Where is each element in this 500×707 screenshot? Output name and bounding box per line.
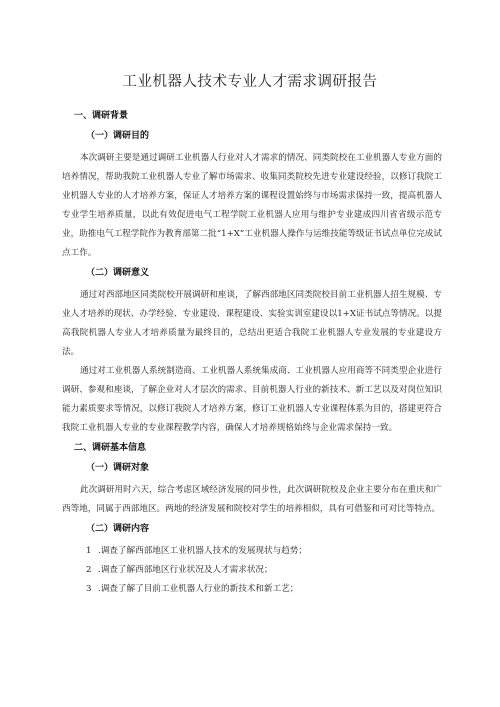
paragraph-subjects: 此次调研用时六天，综合考虑区域经济发展的同步性，此次调研院校及企业主要分布在重庆和广西等地，同属于西部地区。两地的经济发展和院校对学生的培养相似，具有可借鉴和可对比等特点。	[62, 485, 442, 514]
list-item	[86, 561, 442, 580]
list-item-text: .调查了解西部地区工业机器人技术的发展现状与趋势；	[98, 546, 307, 556]
list-item-text: .调查了解西部地区行业状况及人才需求状况；	[98, 565, 273, 575]
list-item-text: .调查了解了目前工业机器人行业的新技术和新工艺；	[98, 584, 299, 594]
document-title: 工业机器人技术专业人才需求调研报告	[122, 74, 378, 90]
paragraph-significance-1: 通过对西部地区同类院校开展调研和座谈，了解西部地区同类院校目前工业机器人招生规模、专业人才培养的现状、办学经验、专业建设、课程建设、实验实训室建设以1+X证书试点等情况。以提高我院机器人专业人才培养质量为最终目的，总结出更适合我院工业机器人专业发展的专业建设方法。	[62, 290, 442, 357]
list-item-number: 1	[86, 546, 92, 556]
list-item	[86, 580, 442, 599]
subsection-heading-purpose: （一）调研目的	[86, 131, 150, 141]
subsection-heading-content: （二）调研内容	[86, 524, 150, 534]
list-item-number: 2	[86, 565, 92, 575]
subsection-heading-subjects: （一）调研对象	[86, 463, 150, 473]
document-body	[62, 110, 442, 599]
list-item-number: 3	[86, 584, 92, 594]
subsection-heading-significance: （二）调研意义	[86, 268, 150, 278]
list-item	[86, 542, 442, 561]
section-heading-basic-info: 二、调研基本信息	[74, 443, 147, 453]
paragraph-significance-2: 通过对工业机器人系统制造商、工业机器人系统集成商、工业机器人应用商等不同类型企业进行调研、参观和座谈，了解企业对人才层次的需求、目前机器人行业的新技术、新工艺以及对岗位知识能力素质要求等情况，以修订我院人才培养方案，修订工业机器人专业课程体系为目的，搭建更符合我院工业机器人专业的专业课程教学内容，确保人才培养规格始终与企业需求保持一致。	[62, 366, 442, 433]
paragraph-purpose: 本次调研主要是通过调研工业机器人行业对人才需求的情况、同类院校在工业机器人专业方面的培养情况，帮助我院工业机器人专业了解市场需求、收集同类院校先进专业建设经验，以修订我院工业机器人专业的人才培养方案，保证人才培养方案的课程设置始终与市场需求保持一致，提高机器人专业学生培养质量，以此有效促进电气工程学院工业机器人应用与维护专业建成四川省省级示范专业，助推电气工程学院作为教育部第二批“1+X”工业机器人操作与运维技能等级证书试点单位完成试点工作。	[62, 153, 442, 258]
section-heading-background: 一、调研背景	[74, 111, 129, 121]
